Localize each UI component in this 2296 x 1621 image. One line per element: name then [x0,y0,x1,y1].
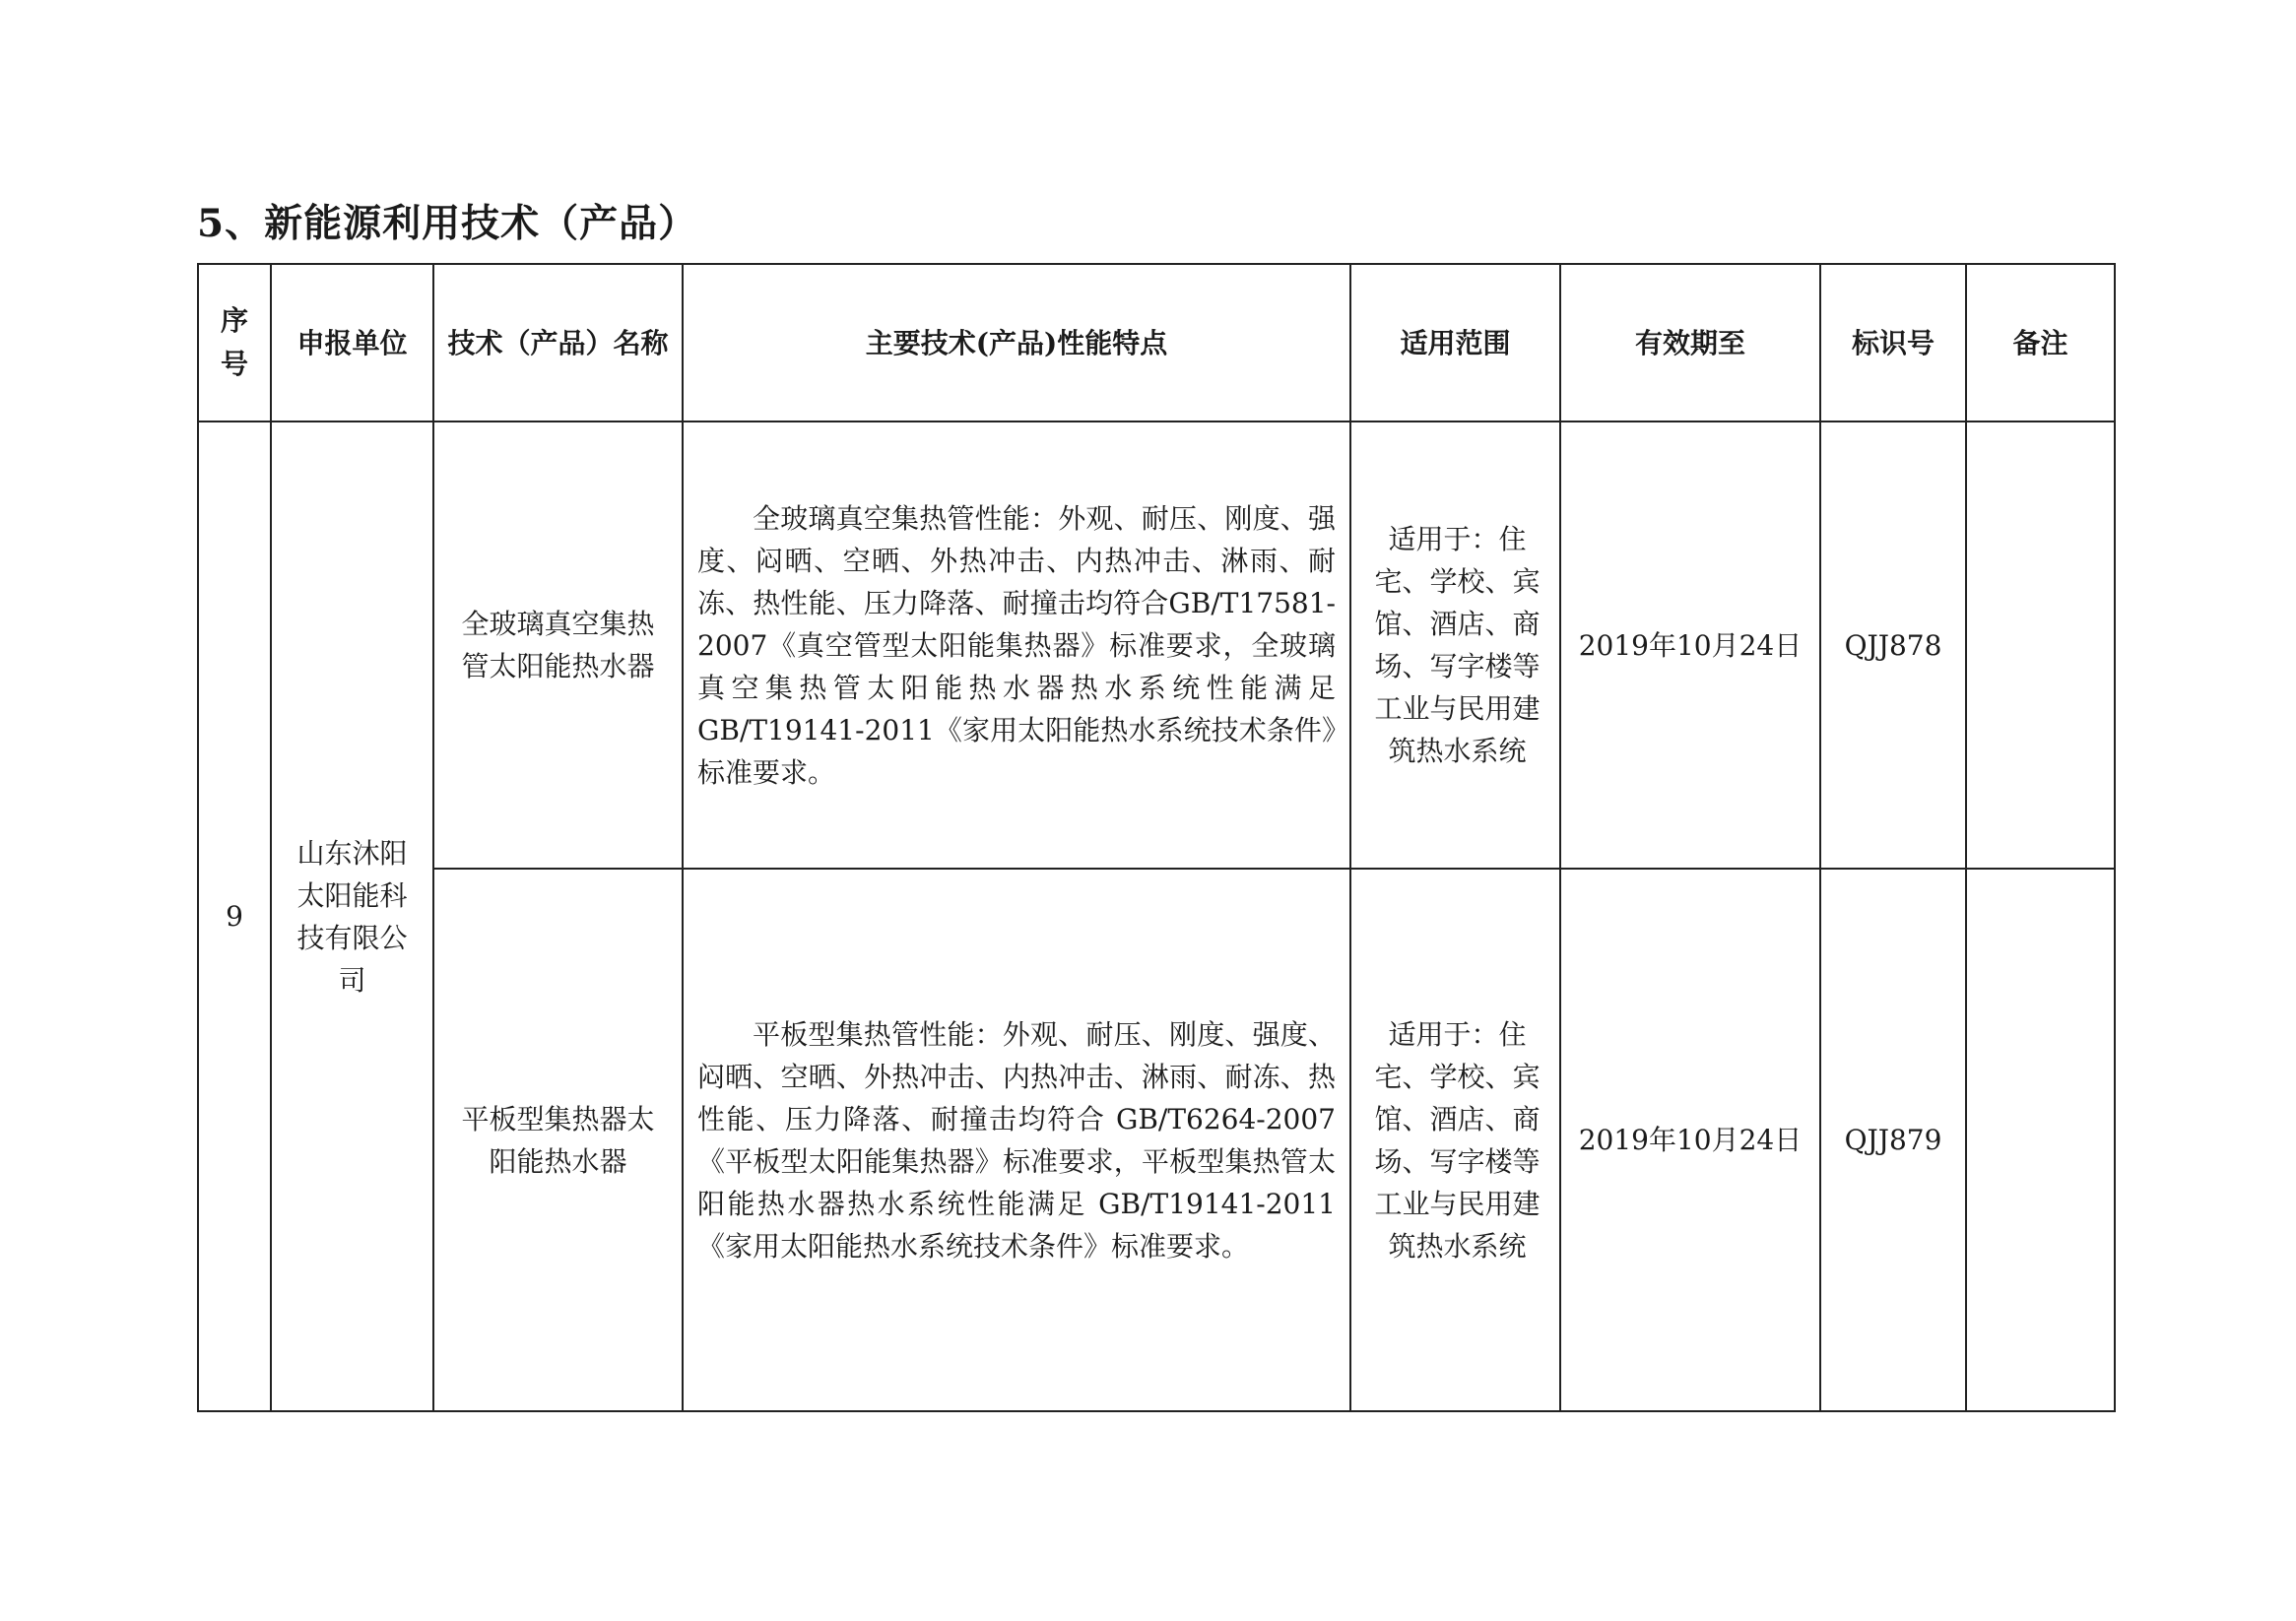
cell-scope [1350,421,1560,869]
cell-note [1966,869,2115,1411]
header-note: 备注 [1966,264,2115,421]
features-text: 平板型集热管性能：外观、耐压、刚度、强度、闷晒、空晒、外热冲击、内热冲击、淋雨、耐冻、热性能、压力降落、耐撞击均符合 GB/T6264-2007《平板型太阳能集热器》标准要求，平板型集热管太阳能热水器热水系统性能满足 GB/T19141-2011《家用太阳能热水系统技术条件》标准要求。 [697,1017,1336,1263]
header-scope: 适用范围 [1350,264,1560,421]
header-features: 主要技术(产品)性能特点 [683,264,1350,421]
header-seq-line1: 序 [220,304,248,337]
cell-id: QJJ879 [1820,869,1966,1411]
cell-name: 平板型集热器太阳能热水器 [433,869,683,1411]
cell-note [1966,421,2115,869]
cell-features [683,869,1350,1411]
header-id: 标识号 [1820,264,1966,421]
scope-text: 适用于：住宅、学校、宾馆、酒店、商场、写字楼等工业与民用建筑热水系统 [1374,1017,1541,1263]
table-row [198,421,2115,869]
table-row [198,869,2115,1411]
cell-valid-until: 2019年10月24日 [1560,869,1820,1411]
table-header-row [198,264,2115,421]
header-valid-until: 有效期至 [1560,264,1820,421]
cell-id: QJJ878 [1820,421,1966,869]
header-seq-line2: 号 [220,348,248,380]
features-text: 全玻璃真空集热管性能：外观、耐压、刚度、强度、闷晒、空晒、外热冲击、内热冲击、淋雨、耐冻、热性能、压力降落、耐撞击均符合GB/T17581-2007《真空管型太阳能集热器》标准要求，全玻璃真空集热管太阳能热水器热水系统性能满足 GB/T19141-2011《家用太阳能热水系统技术条件》标准要求。 [697,501,1336,789]
header-seq [198,264,271,421]
technology-table [197,263,2116,1412]
header-unit: 申报单位 [271,264,433,421]
header-name: 技术（产品）名称 [433,264,683,421]
cell-seq: 9 [198,421,271,1411]
cell-valid-until: 2019年10月24日 [1560,421,1820,869]
cell-unit: 山东沐阳太阳能科技有限公司 [271,421,433,1411]
scope-text: 适用于：住宅、学校、宾馆、酒店、商场、写字楼等工业与民用建筑热水系统 [1374,523,1541,767]
cell-features [683,421,1350,869]
cell-name: 全玻璃真空集热管太阳能热水器 [433,421,683,869]
section-title: 5、新能源利用技术（产品） [197,201,698,246]
cell-scope [1350,869,1560,1411]
